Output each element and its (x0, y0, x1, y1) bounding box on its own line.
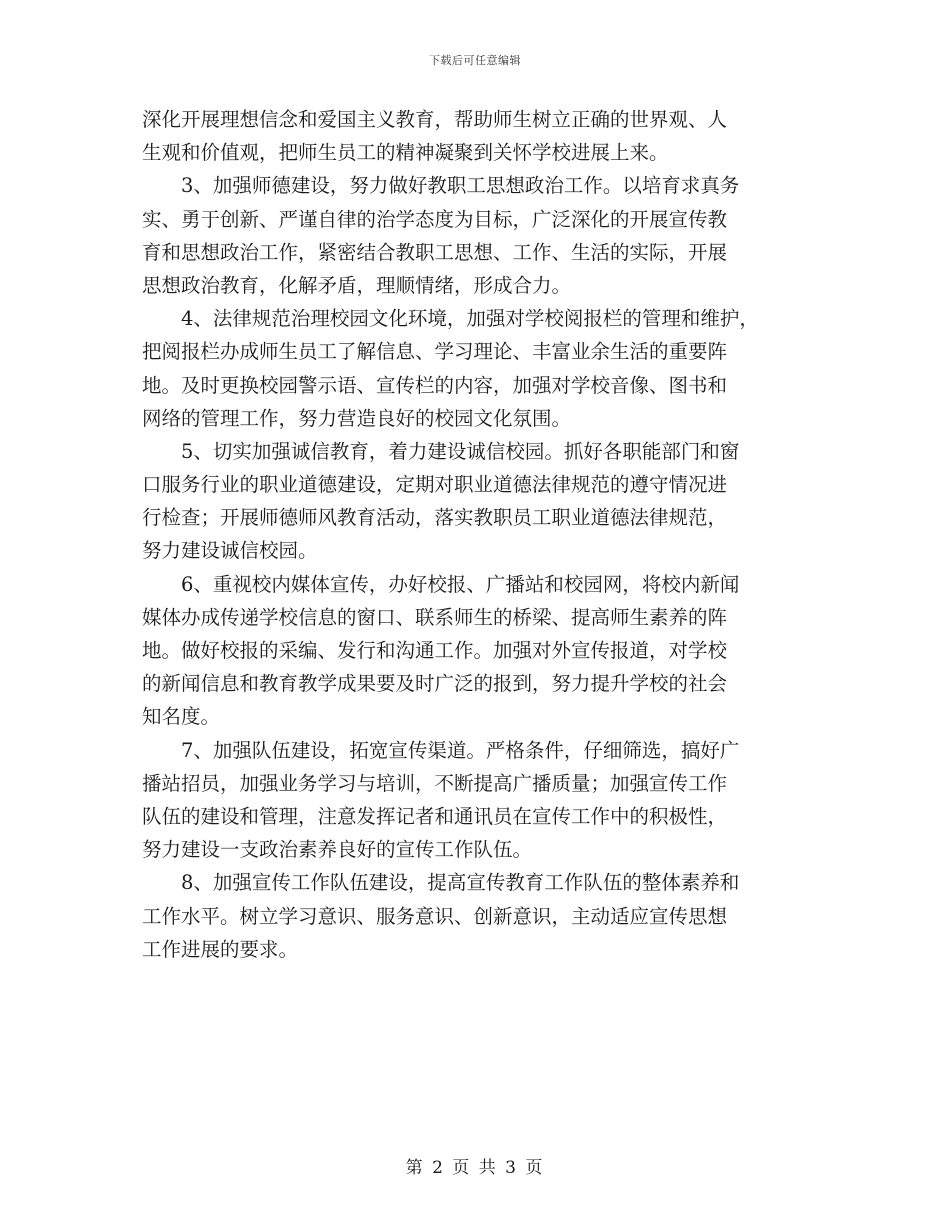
body-line: 3、加强师德建设，努力做好教职工思想政治工作。以培育求真务 (142, 174, 740, 198)
body-line: 播站招员，加强业务学习与培训，不断提高广播质量；加强宣传工作 (142, 771, 728, 795)
body-line: 网络的管理工作，努力营造良好的校园文化氛围。 (142, 406, 572, 430)
body-line: 7、加强队伍建设，拓宽宣传渠道。严格条件，仔细筛选，搞好广 (142, 738, 740, 762)
body-line: 育和思想政治工作，紧密结合教职工思想、工作、生活的实际，开展 (142, 240, 728, 264)
body-line: 努力建设一支政治素养良好的宣传工作队伍。 (142, 838, 533, 862)
body-line: 6、重视校内媒体宣传，办好校报、广播站和校园网，将校内新闻 (142, 572, 740, 596)
body-line: 队伍的建设和管理，注意发挥记者和通讯员在宣传工作中的积极性， (142, 804, 728, 828)
body-line: 深化开展理想信念和爱国主义教育，帮助师生树立正确的世界观、人 (142, 108, 728, 131)
header-note: 下载后可任意编辑 (429, 54, 521, 67)
body-line: 的新闻信息和教育教学成果要及时广泛的报到，努力提升学校的社会 (142, 672, 728, 696)
body-line: 工作进展的要求。 (142, 937, 299, 961)
body-line: 口服务行业的职业道德建设，定期对职业道德法律规范的遵守情况进 (142, 473, 728, 497)
body-line: 5、切实加强诚信教育，着力建设诚信校园。抓好各职能部门和窗 (142, 439, 740, 463)
body-line: 工作水平。树立学习意识、服务意识、创新意识，主动适应宣传思想 (142, 904, 728, 928)
page-number: 第 2 页 共 3 页 (405, 1158, 545, 1178)
body-line: 知名度。 (142, 705, 221, 729)
body-line: 4、法律规范治理校园文化环境，加强对学校阅报栏的管理和维护， (142, 307, 759, 331)
body-line: 地。及时更换校园警示语、宣传栏的内容，加强对学校音像、图书和 (142, 373, 728, 397)
document-body (142, 103, 814, 966)
body-line: 把阅报栏办成师生员工了解信息、学习理论、丰富业余生活的重要阵 (142, 340, 728, 364)
body-line: 行检查；开展师德师风教育活动，落实教职员工职业道德法律规范， (142, 506, 728, 530)
body-line: 媒体办成传递学校信息的窗口、联系师生的桥梁、提高师生素养的阵 (142, 605, 728, 629)
body-line: 8、加强宣传工作队伍建设，提高宣传教育工作队伍的整体素养和 (142, 871, 740, 895)
body-line: 思想政治教育，化解矛盾，理顺情绪，形成合力。 (142, 273, 572, 297)
body-line: 努力建设诚信校园。 (142, 539, 318, 563)
body-line: 生观和价值观，把师生员工的精神凝聚到关怀学校进展上来。 (142, 141, 669, 165)
body-line: 实、勇于创新、严谨自律的治学态度为目标，广泛深化的开展宣传教 (142, 207, 728, 231)
body-line: 地。做好校报的采编、发行和沟通工作。加强对外宣传报道，对学校 (142, 639, 728, 662)
